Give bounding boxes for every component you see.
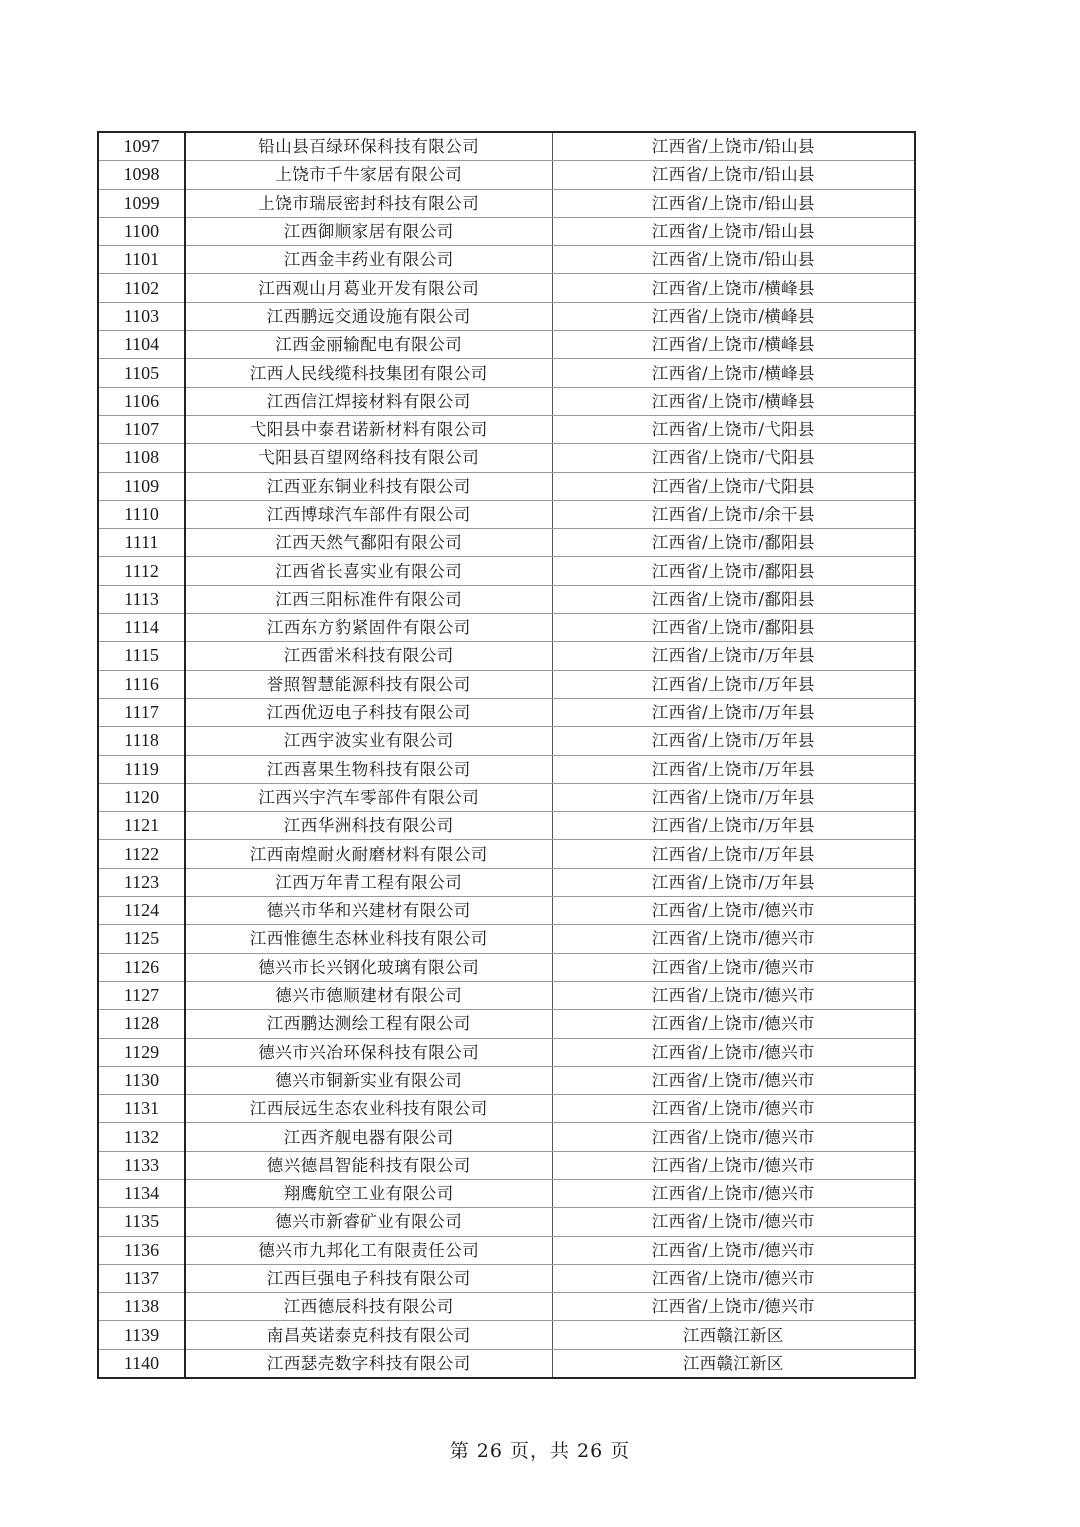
table-row <box>98 1010 915 1038</box>
table-row <box>98 698 915 726</box>
row-number: 1127 <box>98 981 185 1009</box>
row-number: 1126 <box>98 953 185 981</box>
region-path: 江西省/上饶市/横峰县 <box>552 359 915 387</box>
table-row <box>98 642 915 670</box>
region-path: 江西省/上饶市/铅山县 <box>552 189 915 217</box>
company-name: 江西兴宇汽车零部件有限公司 <box>185 783 552 811</box>
company-name: 江西省长喜实业有限公司 <box>185 557 552 585</box>
table-row <box>98 1293 915 1321</box>
company-name: 江西华洲科技有限公司 <box>185 812 552 840</box>
region-path: 江西省/上饶市/弋阳县 <box>552 472 915 500</box>
table-row <box>98 302 915 330</box>
company-name: 江西辰远生态农业科技有限公司 <box>185 1095 552 1123</box>
table-row <box>98 670 915 698</box>
row-number: 1118 <box>98 727 185 755</box>
region-path: 江西省/上饶市/万年县 <box>552 727 915 755</box>
region-path: 江西省/上饶市/德兴市 <box>552 925 915 953</box>
company-name: 江西天然气鄱阳有限公司 <box>185 529 552 557</box>
table-row <box>98 727 915 755</box>
row-number: 1109 <box>98 472 185 500</box>
row-number: 1105 <box>98 359 185 387</box>
region-path: 江西省/上饶市/德兴市 <box>552 1038 915 1066</box>
company-name: 江西雷米科技有限公司 <box>185 642 552 670</box>
row-number: 1134 <box>98 1179 185 1207</box>
table-row <box>98 1066 915 1094</box>
row-number: 1102 <box>98 274 185 302</box>
company-name: 德兴市兴冶环保科技有限公司 <box>185 1038 552 1066</box>
table-row <box>98 132 915 161</box>
table-row <box>98 1095 915 1123</box>
company-name: 德兴市长兴钢化玻璃有限公司 <box>185 953 552 981</box>
region-path: 江西省/上饶市/万年县 <box>552 698 915 726</box>
region-path: 江西省/上饶市/万年县 <box>552 642 915 670</box>
company-name: 江西观山月葛业开发有限公司 <box>185 274 552 302</box>
company-name: 德兴市铜新实业有限公司 <box>185 1066 552 1094</box>
region-path: 江西省/上饶市/万年县 <box>552 755 915 783</box>
row-number: 1117 <box>98 698 185 726</box>
region-path: 江西省/上饶市/德兴市 <box>552 1264 915 1292</box>
region-path: 江西省/上饶市/德兴市 <box>552 1236 915 1264</box>
row-number: 1136 <box>98 1236 185 1264</box>
region-path: 江西省/上饶市/铅山县 <box>552 132 915 161</box>
region-path: 江西省/上饶市/鄱阳县 <box>552 529 915 557</box>
table-row <box>98 953 915 981</box>
table-body <box>98 132 915 1378</box>
row-number: 1112 <box>98 557 185 585</box>
table-row <box>98 359 915 387</box>
region-path: 江西省/上饶市/德兴市 <box>552 1123 915 1151</box>
company-name: 德兴德昌智能科技有限公司 <box>185 1151 552 1179</box>
table-row <box>98 1151 915 1179</box>
region-path: 江西省/上饶市/铅山县 <box>552 217 915 245</box>
table-row <box>98 1236 915 1264</box>
table-row <box>98 897 915 925</box>
table-row <box>98 274 915 302</box>
row-number: 1115 <box>98 642 185 670</box>
table-row <box>98 557 915 585</box>
company-name: 江西巨强电子科技有限公司 <box>185 1264 552 1292</box>
company-name: 江西宇波实业有限公司 <box>185 727 552 755</box>
region-path: 江西省/上饶市/横峰县 <box>552 331 915 359</box>
company-name: 江西信江焊接材料有限公司 <box>185 387 552 415</box>
company-name: 德兴市九邦化工有限责任公司 <box>185 1236 552 1264</box>
row-number: 1125 <box>98 925 185 953</box>
row-number: 1114 <box>98 614 185 642</box>
row-number: 1132 <box>98 1123 185 1151</box>
company-name: 弋阳县中泰君诺新材料有限公司 <box>185 415 552 443</box>
row-number: 1110 <box>98 500 185 528</box>
region-path: 江西省/上饶市/铅山县 <box>552 246 915 274</box>
table-row <box>98 1123 915 1151</box>
table-row <box>98 1264 915 1292</box>
company-name: 南昌英诺泰克科技有限公司 <box>185 1321 552 1349</box>
row-number: 1113 <box>98 585 185 613</box>
region-path: 江西省/上饶市/德兴市 <box>552 897 915 925</box>
row-number: 1106 <box>98 387 185 415</box>
company-name: 德兴市新睿矿业有限公司 <box>185 1208 552 1236</box>
company-name: 江西鹏达测绘工程有限公司 <box>185 1010 552 1038</box>
region-path: 江西省/上饶市/鄱阳县 <box>552 557 915 585</box>
row-number: 1107 <box>98 415 185 443</box>
region-path: 江西省/上饶市/德兴市 <box>552 981 915 1009</box>
company-name: 江西东方豹紧固件有限公司 <box>185 614 552 642</box>
company-name: 江西惟德生态林业科技有限公司 <box>185 925 552 953</box>
company-name: 铅山县百绿环保科技有限公司 <box>185 132 552 161</box>
table-row <box>98 812 915 840</box>
row-number: 1137 <box>98 1264 185 1292</box>
row-number: 1135 <box>98 1208 185 1236</box>
row-number: 1121 <box>98 812 185 840</box>
row-number: 1128 <box>98 1010 185 1038</box>
row-number: 1097 <box>98 132 185 161</box>
company-name: 江西南煌耐火耐磨材料有限公司 <box>185 840 552 868</box>
region-path: 江西省/上饶市/余干县 <box>552 500 915 528</box>
region-path: 江西省/上饶市/德兴市 <box>552 1010 915 1038</box>
table-row <box>98 387 915 415</box>
company-name: 江西万年青工程有限公司 <box>185 868 552 896</box>
region-path: 江西省/上饶市/万年县 <box>552 868 915 896</box>
region-path: 江西省/上饶市/横峰县 <box>552 274 915 302</box>
company-name: 德兴市德顺建材有限公司 <box>185 981 552 1009</box>
region-path: 江西省/上饶市/鄱阳县 <box>552 614 915 642</box>
region-path: 江西赣江新区 <box>552 1321 915 1349</box>
company-name: 江西亚东铜业科技有限公司 <box>185 472 552 500</box>
table-row <box>98 472 915 500</box>
company-name: 江西御顺家居有限公司 <box>185 217 552 245</box>
table-row <box>98 1208 915 1236</box>
company-name: 上饶市千牛家居有限公司 <box>185 161 552 189</box>
table-row <box>98 755 915 783</box>
row-number: 1131 <box>98 1095 185 1123</box>
row-number: 1119 <box>98 755 185 783</box>
company-name: 江西鹏远交通设施有限公司 <box>185 302 552 330</box>
table-row <box>98 444 915 472</box>
row-number: 1140 <box>98 1349 185 1378</box>
table-row <box>98 331 915 359</box>
row-number: 1124 <box>98 897 185 925</box>
region-path: 江西省/上饶市/万年县 <box>552 840 915 868</box>
company-name: 江西德辰科技有限公司 <box>185 1293 552 1321</box>
region-path: 江西省/上饶市/鄱阳县 <box>552 585 915 613</box>
table-row <box>98 246 915 274</box>
table-row <box>98 783 915 811</box>
row-number: 1103 <box>98 302 185 330</box>
table-row <box>98 1038 915 1066</box>
company-name: 江西人民线缆科技集团有限公司 <box>185 359 552 387</box>
company-name: 江西三阳标准件有限公司 <box>185 585 552 613</box>
row-number: 1104 <box>98 331 185 359</box>
row-number: 1098 <box>98 161 185 189</box>
row-number: 1133 <box>98 1151 185 1179</box>
table-row <box>98 529 915 557</box>
table-row <box>98 981 915 1009</box>
region-path: 江西省/上饶市/横峰县 <box>552 387 915 415</box>
company-name: 江西金丰药业有限公司 <box>185 246 552 274</box>
table-row <box>98 1179 915 1207</box>
table-row <box>98 1321 915 1349</box>
row-number: 1138 <box>98 1293 185 1321</box>
table-row <box>98 217 915 245</box>
row-number: 1100 <box>98 217 185 245</box>
row-number: 1108 <box>98 444 185 472</box>
region-path: 江西省/上饶市/弋阳县 <box>552 415 915 443</box>
row-number: 1101 <box>98 246 185 274</box>
company-name: 江西喜果生物科技有限公司 <box>185 755 552 783</box>
table-row <box>98 500 915 528</box>
table-row <box>98 868 915 896</box>
row-number: 1116 <box>98 670 185 698</box>
table-row <box>98 1349 915 1378</box>
region-path: 江西省/上饶市/德兴市 <box>552 1293 915 1321</box>
region-path: 江西省/上饶市/万年县 <box>552 670 915 698</box>
table-row <box>98 614 915 642</box>
row-number: 1130 <box>98 1066 185 1094</box>
company-name: 江西博球汽车部件有限公司 <box>185 500 552 528</box>
region-path: 江西省/上饶市/德兴市 <box>552 1066 915 1094</box>
region-path: 江西省/上饶市/德兴市 <box>552 953 915 981</box>
table-row <box>98 840 915 868</box>
region-path: 江西省/上饶市/德兴市 <box>552 1095 915 1123</box>
region-path: 江西省/上饶市/弋阳县 <box>552 444 915 472</box>
company-name: 德兴市华和兴建材有限公司 <box>185 897 552 925</box>
row-number: 1123 <box>98 868 185 896</box>
table-row <box>98 585 915 613</box>
company-name: 江西优迈电子科技有限公司 <box>185 698 552 726</box>
row-number: 1120 <box>98 783 185 811</box>
company-name: 江西瑟壳数字科技有限公司 <box>185 1349 552 1378</box>
company-name: 弋阳县百望网络科技有限公司 <box>185 444 552 472</box>
region-path: 江西赣江新区 <box>552 1349 915 1378</box>
region-path: 江西省/上饶市/铅山县 <box>552 161 915 189</box>
table-row <box>98 415 915 443</box>
row-number: 1129 <box>98 1038 185 1066</box>
company-name: 誉照智慧能源科技有限公司 <box>185 670 552 698</box>
table-row <box>98 925 915 953</box>
company-name: 江西金丽输配电有限公司 <box>185 331 552 359</box>
region-path: 江西省/上饶市/德兴市 <box>552 1151 915 1179</box>
company-list-table <box>97 131 916 1379</box>
page-footer: 第 26 页，共 26 页 <box>449 1440 631 1462</box>
table-row <box>98 189 915 217</box>
row-number: 1111 <box>98 529 185 557</box>
region-path: 江西省/上饶市/德兴市 <box>552 1208 915 1236</box>
row-number: 1139 <box>98 1321 185 1349</box>
region-path: 江西省/上饶市/万年县 <box>552 783 915 811</box>
company-name: 上饶市瑞辰密封科技有限公司 <box>185 189 552 217</box>
company-name: 江西齐舰电器有限公司 <box>185 1123 552 1151</box>
company-name: 翔鹰航空工业有限公司 <box>185 1179 552 1207</box>
region-path: 江西省/上饶市/万年县 <box>552 812 915 840</box>
row-number: 1099 <box>98 189 185 217</box>
row-number: 1122 <box>98 840 185 868</box>
table-row <box>98 161 915 189</box>
region-path: 江西省/上饶市/德兴市 <box>552 1179 915 1207</box>
region-path: 江西省/上饶市/横峰县 <box>552 302 915 330</box>
